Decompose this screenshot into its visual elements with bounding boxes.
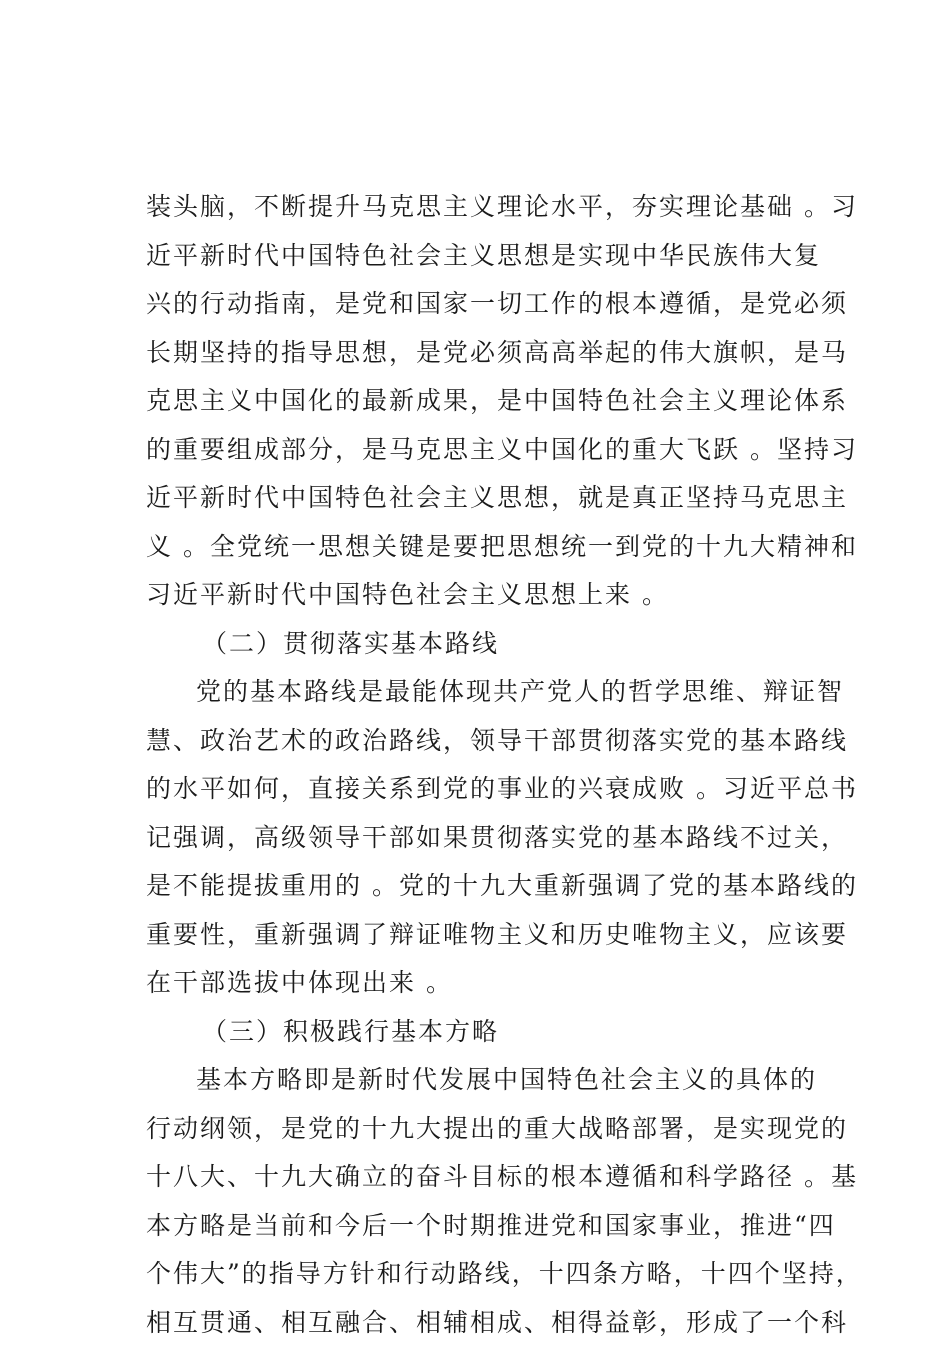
text-line: 记强调，高级领导干部如果贯彻落实党的基本路线不过关， xyxy=(146,814,836,863)
text-line: 近平新时代中国特色社会主义思想是实现中华民族伟大复 xyxy=(146,232,836,281)
text-line: 的水平如何，直接关系到党的事业的兴衰成败 。习近平总书 xyxy=(146,765,836,814)
paragraph-start-line: 党的基本路线是最能体现共产党人的哲学思维、辩证智 xyxy=(146,668,836,717)
text-line: 习近平新时代中国特色社会主义思想上来 。 xyxy=(146,571,836,620)
text-line: 个伟大”的指导方针和行动路线，十四条方略，十四个坚持， xyxy=(146,1250,836,1299)
text-line: 慧、政治艺术的政治路线，领导干部贯彻落实党的基本路线 xyxy=(146,717,836,766)
section-heading: （二）贯彻落实基本路线 xyxy=(146,620,836,669)
text-line: 重要性，重新强调了辩证唯物主义和历史唯物主义，应该要 xyxy=(146,911,836,960)
text-line: 近平新时代中国特色社会主义思想，就是真正坚持马克思主 xyxy=(146,474,836,523)
paragraph-start-line: 基本方略即是新时代发展中国特色社会主义的具体的 xyxy=(146,1056,836,1105)
text-line: 兴的行动指南，是党和国家一切工作的根本遵循，是党必须 xyxy=(146,280,836,329)
text-line: 义 。全党统一思想关键是要把思想统一到党的十九大精神和 xyxy=(146,523,836,572)
section-heading: （三）积极践行基本方略 xyxy=(146,1008,836,1057)
text-line: 行动纲领，是党的十九大提出的重大战略部署，是实现党的 xyxy=(146,1105,836,1154)
text-line: 是不能提拔重用的 。党的十九大重新强调了党的基本路线的 xyxy=(146,862,836,911)
text-line: 十八大、十九大确立的奋斗目标的根本遵循和科学路径 。基 xyxy=(146,1153,836,1202)
text-line: 装头脑，不断提升马克思主义理论水平，夯实理论基础 。习 xyxy=(146,183,836,232)
text-line: 在干部选拔中体现出来 。 xyxy=(146,959,836,1008)
text-line: 克思主义中国化的最新成果，是中国特色社会主义理论体系 xyxy=(146,377,836,426)
text-line: 本方略是当前和今后一个时期推进党和国家事业，推进“四 xyxy=(146,1202,836,1251)
text-line: 长期坚持的指导思想，是党必须高高举起的伟大旗帜，是马 xyxy=(146,329,836,378)
text-line: 的重要组成部分，是马克思主义中国化的重大飞跃 。坚持习 xyxy=(146,426,836,475)
body-text xyxy=(146,183,836,1347)
text-line: 相互贯通、相互融合、相辅相成、相得益彰，形成了一个科 xyxy=(146,1299,836,1347)
